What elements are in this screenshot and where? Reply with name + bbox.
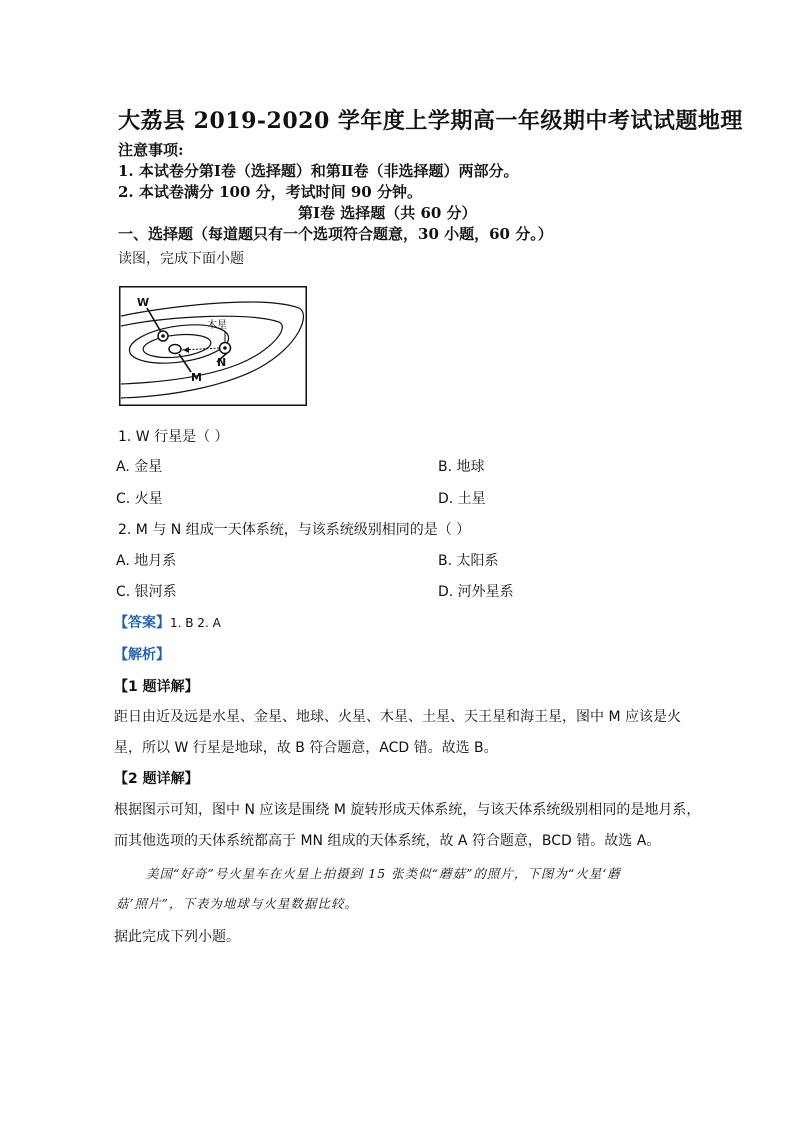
detail1-line-1: 距日由近及远是水星、金星、地球、火星、木星、土星、天王星和海王星，图中 M 应该是火 — [114, 709, 681, 725]
part-title: 一、选择题（每道题只有一个选项符合题意，30 小题，60 分。） — [118, 225, 553, 243]
passage-line-1: 美国“好奇”号火星车在火星上拍摄到 15 张类似“蘑菇”的照片，下图为“火星‘蘑 — [146, 866, 621, 881]
page-title: 大荔县 2019-2020 学年度上学期高一年级期中考试试题地理 — [118, 108, 743, 134]
label-w: W — [137, 296, 150, 309]
q1-option-d: D. 土星 — [438, 491, 486, 507]
q2-stem: 2. M 与 N 组成一天体系统，与该系统级别相同的是（ ） — [118, 522, 471, 538]
q2-option-d: D. 河外星系 — [438, 584, 514, 600]
q1-option-b: B. 地球 — [438, 459, 485, 475]
final-prompt: 据此完成下列小题。 — [114, 929, 240, 945]
q1-option-a: A. 金星 — [116, 459, 163, 475]
detail2-line-2: 而其他选项的天体系统都高于 MN 组成的天体系统，故 A 符合题意，BCD 错。故选 A。 — [114, 833, 661, 849]
label-m: M — [191, 371, 202, 384]
detail2-heading: 【2 题详解】 — [114, 771, 199, 787]
detail2-line-1: 根据图示可知，图中 N 应该是围绕 M 旋转形成天体系统，与该天体系统级别相同的是地月系， — [114, 802, 701, 818]
label-jupiter: 木星 — [207, 320, 227, 331]
q1-stem: 1. W 行星是（ ） — [118, 429, 229, 445]
read-prompt: 读图，完成下面小题 — [118, 251, 244, 267]
orbit-figure — [119, 286, 307, 406]
passage-line-2: 菇’照片”，下表为地球与火星数据比较。 — [116, 896, 358, 911]
detail1-line-2: 星，所以 W 行星是地球，故 B 符合题意，ACD 错。故选 B。 — [114, 740, 498, 756]
answer-label: 【答案】 — [114, 615, 170, 631]
detail1-heading: 【1 题详解】 — [114, 679, 199, 695]
q1-option-c: C. 火星 — [116, 491, 163, 507]
notice-heading: 注意事项: — [118, 141, 184, 159]
analysis-label: 【解析】 — [114, 647, 170, 663]
notice-item-1: 1. 本试卷分第Ⅰ卷（选择题）和第Ⅱ卷（非选择题）两部分。 — [118, 162, 519, 180]
q2-option-b: B. 太阳系 — [438, 553, 499, 569]
q2-option-c: C. 银河系 — [116, 584, 177, 600]
answer-text: 1. B 2. A — [170, 616, 221, 630]
notice-item-2: 2. 本试卷满分 100 分，考试时间 90 分钟。 — [118, 183, 422, 201]
q2-option-a: A. 地月系 — [116, 553, 177, 569]
label-n: N — [217, 356, 227, 369]
section-title: 第Ⅰ卷 选择题（共 60 分） — [298, 204, 477, 222]
answer-line — [114, 612, 221, 632]
